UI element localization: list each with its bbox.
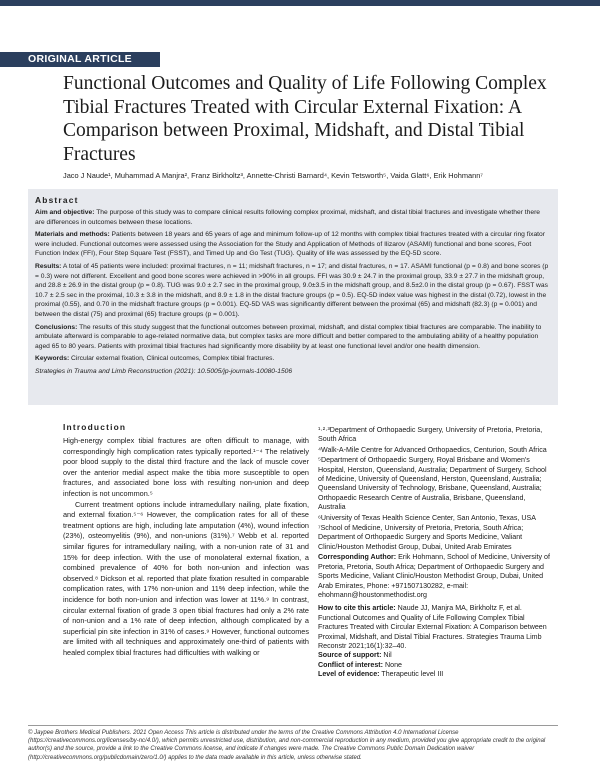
abstract-results-label: Results: (35, 262, 62, 270)
intro-paragraph-1: High-energy complex tibial fractures are often difficult to manage, with correspondingly high complication rates typically reported.¹⁻⁴ The relatively poor blood supply to the distal third fracture and the lack of muscle cover over the anterior medial aspect make the tibia more susceptible to open fractures, and associated bone loss with resulting non-union and deep infection is not uncommon.⁵ (63, 436, 309, 498)
source-of-support-label: Source of support: (318, 651, 382, 660)
affiliation-1: ¹·²·³Department of Orthopaedic Surgery, University of Pretoria, Pretoria, South Africa (318, 426, 543, 444)
footer-divider (28, 725, 558, 726)
affiliation-4: ⁶University of Texas Health Science Center, San Antonio, Texas, USA (318, 513, 536, 522)
abstract-methods-label: Materials and methods: (35, 231, 110, 239)
citation (318, 604, 554, 651)
affiliation-5: ⁷School of Medicine, University of Pretoria, Pretoria, South Africa; Department of Orthopaedic Surgery and Sports Medicine, Valiant Clinic/Houston Methodist Group, Dubai, United Arab Emirates (318, 524, 524, 551)
abstract-results-text: A total of 45 patients were included: proximal fractures, n = 11; midshaft fractures, n = 17; and distal fractures, n = 17. ASAMI functional (p = 0.8) and bone scores (p = 0.3) were not different. Excellent and good bone scores were achieved in >90% in all groups. FFI was 30.9 ± 24.7 in the proximal group, 33.9 ± 27.7 in the midshaft group, and 28.8 ± 26.9 in the distal group (p = 0.8). TUG was 9.0 ± 2.7 sec in the proximal group, 9.0±3.5 in the midshaft group, and 8.5±2.0 in the distal group (p = 0.67). FSST was 10.7 ± 2.5 sec in the proximal, 10.3 ± 3.8 in the midshaft, and 8.9 ± 1.8 in the distal fracture groups (p = 0.5). EQ-5D index value was highest in the distal (0.72), lowest in the proximal (0.55), and 0.70 in the midshaft fracture groups (p = 0.001). EQ-5D VAS was significantly different between the proximal (65) and midshaft (82.3) (p = 0.001) and between the distal (75) and proximal (65) fracture groups (p = 0.001). (35, 262, 549, 318)
corresponding-author-text: Erik Hohmann, School of Medicine, University of Pretoria, Pretoria, South Africa; Department of Orthopaedic Surgery and Sports Medicine, Valiant Clinic/Houston Methodist Group, Dubai, United Arab Emirates, Phone: +971507130282, e-mail: ehohmann@houstonmethodist.org (318, 553, 550, 599)
affiliation-2: ⁴Walk-A-Mile Centre for Advanced Orthopaedics, Centurion, South Africa (318, 445, 547, 454)
affiliation-3: ⁵Department of Orthopaedic Surgery, Royal Brisbane and Women's Hospital, Herston, Queensland, Australia; Department of Surgery, School of Medicine, University of Queensland, Herston, Queensland, Australia; Queensland University of Technology, Brisbane, Queensland, Australia; Orthopaedic Research Centre of Australia, Brisbane, Queensland, Australia (318, 456, 547, 512)
author-list: Jaco J Naude¹, Muhammad A Manjra², Franz Birkholtz³, Annette-Christi Barnard⁴, Kevin Tetsworth⁵, Vaida Glatt⁶, Erik Hohmann⁷ (63, 171, 483, 180)
abstract-conclusions-text: The results of this study suggest that the functional outcomes between proximal, midshaft, and distal complex tibial fractures are comparable. The inability to ambulate afterward is comparable to age-related normative data, but complex tasks are more difficult and better compared to the ambulating ability of a healthy population aged 65 to 80 years. Patients with proximal tibial fractures had significantly more disability by at least one functional level and/or one health dimension. (35, 323, 542, 350)
level-of-evidence (318, 670, 554, 679)
introduction-column (63, 422, 309, 658)
abstract-keywords-text: Circular external fixation, Clinical outcomes, Complex tibial fractures. (69, 355, 275, 363)
abstract-aim-text: The purpose of this study was to compare clinical results following complex proximal, midshaft, and distal tibial fractures and investigate whether there are differences in outcomes between these locations. (35, 209, 541, 226)
article-title: Functional Outcomes and Quality of Life Following Complex Tibial Fractures Treated with Circular External Fixation: A Comparison between Proximal, Midshaft, and Distal Tibial Fractures (63, 73, 547, 165)
affiliations-column (318, 426, 554, 680)
citation-label: How to cite this article: (318, 604, 396, 613)
abstract-keywords (35, 354, 551, 364)
abstract-heading: Abstract (35, 195, 79, 205)
source-of-support-text: Nil (381, 651, 392, 660)
level-of-evidence-label: Level of evidence: (318, 670, 380, 679)
level-of-evidence-text: Therapeutic level III (379, 670, 444, 679)
abstract-conclusions-label: Conclusions: (35, 323, 78, 331)
citation-text: Naude JJ, Manjra MA, Birkholtz F, et al. Functional Outcomes and Quality of Life Following Complex Tibial Fractures Treated with Circular External Fixation: A Comparison between Proximal, Midshaft, and Distal Tibial Fractures. Strategies Trauma Limb Reconstr 2021;16(1):32–40. (318, 604, 547, 650)
conflict-of-interest-label: Conflict of interest: (318, 660, 384, 669)
abstract-methods (35, 230, 551, 259)
license-notice: © Jaypee Brothers Medical Publishers. 2021 Open Access This article is distributed under the terms of the Creative Commons Attribution 4.0 International License (https://creativecommons.org/licenses/by-nc/4.0/), which permits unrestricted use, distribution, and non-commercial reproduction in any medium, provided you give appropriate credit to the original author(s) and the source, provide a link to the Creative Commons license, and indicate if changes were made. The Creative Commons Public Domain Dedication waiver (http://creativecommons.org/publicdomain/zero/1.0/) applies to the data made available in this article, unless otherwise stated. (28, 730, 546, 761)
conflict-of-interest (318, 661, 554, 670)
corresponding-author-label: Corresponding Author: (318, 553, 397, 562)
intro-paragraph-2: Current treatment options include intramedullary nailing, plate fixation, and external fixation.⁵⁻⁶ However, the complication rates for all of these treatment options are high, including late amputation (4%), wound infection (23%), osteomyelitis (9%), and non-unions (31%).⁷ Webb et al. reported similar figures for intramedullary nailing, with a non-union rate of 31 and 15% for deep infection. With the use of monolateral external fixation, a combined prevalence of 40% for both non-union and infection was observed.⁸ Dickson et al. reported that plate fixation resulted in comparable complication rates, with 17% non-union and 11% deep infection, while the incidence for both non-union and infection was lower at 11%.⁹ In contrast, circular external fixation of grade 3 open tibial fractures had only a 2% rate of non-union and a 1% rate of deep infection, although complicated by a superficial pin site infection in 31% of cases.⁹ However, functional outcomes are limited with all techniques and approximately one-third of patients with healed complex tibial fractures had difficulties with walking or (63, 499, 309, 657)
abstract-aim (35, 208, 551, 227)
abstract-keywords-label: Keywords: (35, 355, 70, 363)
abstract-aim-label: Aim and objective: (35, 209, 95, 216)
abstract-results (35, 262, 551, 320)
source-of-support (318, 651, 554, 660)
abstract-box (28, 189, 558, 405)
introduction-heading: Introduction (63, 422, 127, 432)
top-color-bar (0, 0, 600, 6)
abstract-methods-text: Patients between 18 years and 65 years of age and minimum follow-up of 12 months with complex tibial fractures treated with a circular ring fixator were included. Functional outcomes were assessed using the Association for the Study and Application of Methods of Ilizarov (ASAMI) functional and bone scores, Foot Function Index (FFI), Four Step Square Test (FSST), and Timed Up and Go Test (TUG). Quality of life was assessed by the EQ-5D score. (35, 231, 545, 258)
journal-doi-line: Strategies in Trauma and Limb Reconstruction (2021): 10.5005/jp-journals-10080-1506 (35, 367, 293, 375)
conflict-of-interest-text: None (383, 660, 402, 669)
abstract-conclusions (35, 323, 551, 352)
corresponding-author (318, 553, 554, 600)
section-label: ORIGINAL ARTICLE (0, 52, 160, 67)
